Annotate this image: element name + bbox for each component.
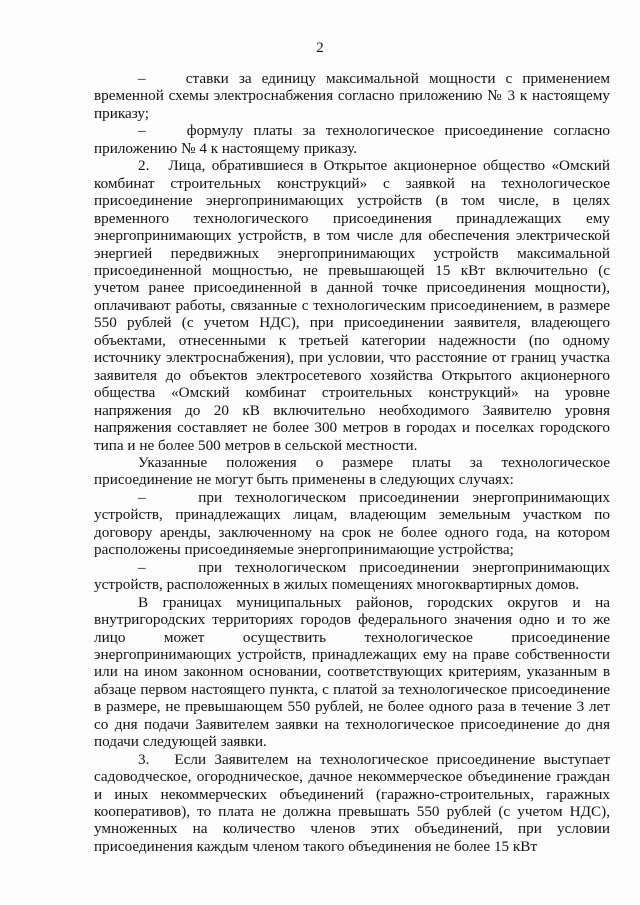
- paragraph-exception-apartments: – при технологическом присоединении энергопринимающих устройств, расположенных в жилых помещениях многоквартирных домов.: [94, 558, 610, 594]
- document-body: [94, 70, 610, 855]
- page-number: 2: [316, 40, 324, 56]
- paragraph-item-3: 3. Если Заявителем на технологическое присоединение выступает садоводческое, огородническое, дачное некоммерческое объединение граждан и иных некоммерческих объединений (гаражно-строительных, гаражных кооперативов), то плата не должна превышать 550 рублей (с учетом НДС), умноженных на количество членов этих объединений, при условии присоединения каждым членом такого объединения не более 15 кВт: [94, 750, 610, 855]
- paragraph-item-2: 2. Лица, обратившиеся в Открытое акционерное общество «Омский комбинат строительных конструкций» с заявкой на технологическое присоединение энергопринимающих устройств (в том числе, в целях временного технологического присоединения принадлежащих ему энергопринимающих устройств, в том числе для обеспечения электрической энергией передвижных энергопринимающих устройств максимальной присоединенной мощностью, не превышающей 15 кВт включительно (с учетом ранее присоединенной в данной точке присоединения мощности), оплачивают работы, связанные с технологическим присоединением, в размере 550 рублей (с учетом НДС), при присоединении заявителя, владеющего объектами, отнесенными к третьей категории надежности (по одному источнику электроснабжения), при условии, что расстояние от границ участка заявителя до объектов электросетевого хозяйства Открытого акционерного общества «Омский комбинат строительных конструкций» на уровне напряжения до 20 кВ включительно необходимого Заявителю уровня напряжения составляет не более 300 метров в городах и поселках городского типа и не более 500 метров в сельской местности.: [94, 157, 610, 454]
- paragraph-exception-lease: – при технологическом присоединении энергопринимающих устройств, принадлежащих лицам, владеющим земельным участком по договору аренды, заключенному на срок не более одного года, на котором расположены присоединяемые энергопринимающие устройства;: [94, 488, 610, 559]
- paragraph-fee-formula: – формулу платы за технологическое присоединение согласно приложению № 4 к настоящему приказу.: [94, 122, 610, 157]
- paragraph-exceptions-intro: Указанные положения о размере платы за технологическое присоединение не могут быть применены в следующих случаях:: [94, 453, 610, 489]
- paragraph-municipal-limits: В границах муниципальных районов, городских округов и на внутригородских территориях городов федерального значения одно и то же лицо может осуществить технологическое присоединение энергопринимающих устройств, принадлежащих ему на праве собственности или на ином законном основании, соответствующих критериям, указанным в абзаце первом настоящего пункта, с платой за технологическое присоединение в размере, не превышающем 550 рублей, не более одного раза в течение 3 лет со дня подачи Заявителем заявки на технологическое присоединение до дня подачи следующей заявки.: [94, 593, 610, 751]
- paragraph-rate-temporary-scheme: – ставки за единицу максимальной мощности с применением временной схемы электроснабжения согласно приложению № 3 к настоящему приказу;: [94, 70, 610, 122]
